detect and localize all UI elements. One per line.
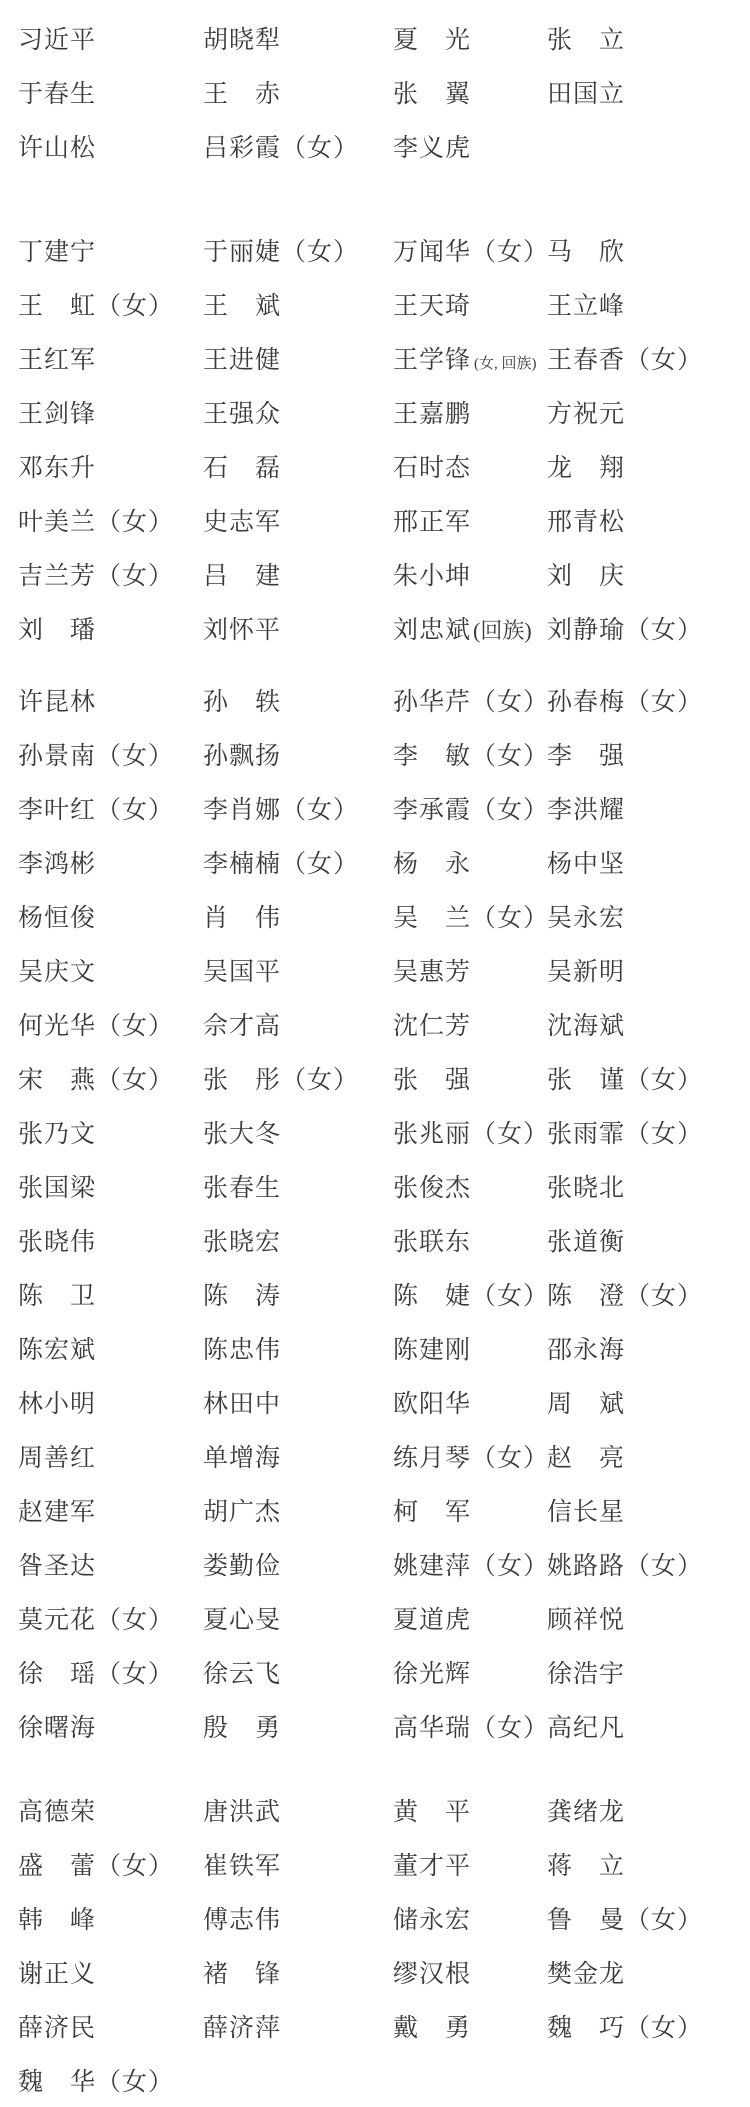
name-entry: 吉兰芳（女） (18, 563, 175, 590)
name-entry: 杨恒俊 (18, 905, 97, 932)
name-row (18, 1645, 750, 1699)
group-2 (18, 223, 750, 655)
name-entry: 孙飘扬 (203, 743, 282, 770)
name-entry: 韩 峰 (18, 1907, 97, 1934)
name-entry: 许昆林 (18, 689, 97, 716)
name-entry: 吴永宏 (547, 905, 626, 932)
name-entry: 习近平 (18, 27, 97, 54)
name-entry: 陈建刚 (393, 1337, 472, 1364)
name-entry: 吴 兰（女） (393, 905, 550, 932)
name-row (18, 1429, 750, 1483)
name-entry: 魏 巧（女） (547, 2015, 704, 2042)
name-entry: 鲁 曼（女） (547, 1907, 704, 1934)
name-row (18, 781, 750, 835)
name-entry: 邵永海 (547, 1337, 626, 1364)
name-row (18, 2053, 750, 2107)
name-row (18, 385, 750, 439)
group-1 (18, 11, 750, 173)
name-entry: 张联东 (393, 1229, 472, 1256)
name-entry: 赵 亮 (547, 1445, 626, 1472)
name-entry: 邓东升 (18, 455, 97, 482)
group-4 (18, 1783, 750, 2107)
name-entry (393, 340, 547, 376)
name-entry: 盛 蕾（女） (18, 1853, 175, 1880)
name-entry: 李楠楠（女） (203, 851, 360, 878)
name-row (18, 601, 750, 655)
name-row (18, 1159, 750, 1213)
name-entry: 于春生 (18, 81, 97, 108)
name-entry: 徐光辉 (393, 1661, 472, 1688)
name-entry: 谢正义 (18, 1961, 97, 1988)
name-entry: 吴国平 (203, 959, 282, 986)
name-entry: 张大冬 (203, 1121, 282, 1148)
name-entry: 夏心旻 (203, 1607, 282, 1634)
name-entry: 张春生 (203, 1175, 282, 1202)
name-entry: 薛济民 (18, 2015, 97, 2042)
name-entry: 吕彩霞（女） (203, 135, 360, 162)
name-entry: 王春香（女） (547, 347, 704, 374)
name-row (18, 673, 750, 727)
name-row (18, 1375, 750, 1429)
name-entry: 吴庆文 (18, 959, 97, 986)
name-entry: 褚 锋 (203, 1961, 282, 1988)
name-entry: 朱小坤 (393, 563, 472, 590)
name-entry: 缪汉根 (393, 1961, 472, 1988)
name-entry: 张 立 (547, 27, 626, 54)
name-row (18, 1537, 750, 1591)
name-entry: 万闻华（女） (393, 239, 550, 266)
name-entry: 吕 建 (203, 563, 282, 590)
name-entry: 胡晓犁 (203, 27, 282, 54)
name-entry: 黄 平 (393, 1799, 472, 1826)
name-entry: 刘 璠 (18, 617, 97, 644)
name-entry: 史志军 (203, 509, 282, 536)
group-3 (18, 673, 750, 1753)
name-entry: 薛济萍 (203, 2015, 282, 2042)
name-entry: 昝圣达 (18, 1553, 97, 1580)
name-row (18, 65, 750, 119)
name-entry: 周善红 (18, 1445, 97, 1472)
name-entry: 殷 勇 (203, 1715, 282, 1742)
name-entry: 傅志伟 (203, 1907, 282, 1934)
name-entry: 姚建萍（女） (393, 1553, 550, 1580)
name-entry: 夏道虎 (393, 1607, 472, 1634)
name-entry: 何光华（女） (18, 1013, 175, 1040)
name-entry: 王 虹（女） (18, 293, 175, 320)
name-entry: 田国立 (547, 81, 626, 108)
name-row (18, 1051, 750, 1105)
name-row (18, 1213, 750, 1267)
name-row (18, 1105, 750, 1159)
name-entry: 邢青松 (547, 509, 626, 536)
name-entry: 刘静瑜（女） (547, 617, 704, 644)
name-entry: 刘怀平 (203, 617, 282, 644)
name-entry: 叶美兰（女） (18, 509, 175, 536)
name-entry: 沈仁芳 (393, 1013, 472, 1040)
name-entry: 许山松 (18, 135, 97, 162)
name-entry: 夏 光 (393, 27, 472, 54)
name-entry: 王嘉鹏 (393, 401, 472, 428)
name-entry (393, 610, 547, 646)
name-entry: 石时态 (393, 455, 472, 482)
name-entry: 张兆丽（女） (393, 1121, 550, 1148)
name-entry: 陈 婕（女） (393, 1283, 550, 1310)
name-entry: 戴 勇 (393, 2015, 472, 2042)
person-name: 刘忠斌 (393, 617, 472, 644)
name-entry: 徐 瑶（女） (18, 1661, 175, 1688)
name-row (18, 1483, 750, 1537)
gender-ethnicity-note: (女, 回族) (474, 356, 537, 372)
name-entry: 唐洪武 (203, 1799, 282, 1826)
name-entry: 张晓宏 (203, 1229, 282, 1256)
name-entry: 刘 庆 (547, 563, 626, 590)
name-entry: 王剑锋 (18, 401, 97, 428)
name-row (18, 1321, 750, 1375)
name-entry: 杨 永 (393, 851, 472, 878)
name-row (18, 11, 750, 65)
name-entry: 张乃文 (18, 1121, 97, 1148)
name-entry: 张俊杰 (393, 1175, 472, 1202)
name-row (18, 493, 750, 547)
name-entry: 张雨霏（女） (547, 1121, 704, 1148)
name-entry: 崔铁军 (203, 1853, 282, 1880)
name-entry: 王 赤 (203, 81, 282, 108)
name-entry: 蒋 立 (547, 1853, 626, 1880)
name-entry: 吴惠芳 (393, 959, 472, 986)
name-entry: 杨中坚 (547, 851, 626, 878)
name-entry: 张道衡 (547, 1229, 626, 1256)
name-entry: 林小明 (18, 1391, 97, 1418)
name-entry: 王立峰 (547, 293, 626, 320)
name-entry: 高德荣 (18, 1799, 97, 1826)
name-entry: 李 敏（女） (393, 743, 550, 770)
name-entry: 董才平 (393, 1853, 472, 1880)
name-entry: 王强众 (203, 401, 282, 428)
name-entry: 娄勤俭 (203, 1553, 282, 1580)
gender-ethnicity-note: (回族) (473, 618, 532, 643)
name-row (18, 997, 750, 1051)
name-entry: 赵建军 (18, 1499, 97, 1526)
name-entry: 宋 燕（女） (18, 1067, 175, 1094)
name-entry: 李义虎 (393, 135, 472, 162)
name-entry: 李叶红（女） (18, 797, 175, 824)
name-entry: 樊金龙 (547, 1961, 626, 1988)
name-entry: 陈 涛 (203, 1283, 282, 1310)
name-entry: 李承霞（女） (393, 797, 550, 824)
name-entry: 方祝元 (547, 401, 626, 428)
name-entry: 周 斌 (547, 1391, 626, 1418)
name-row (18, 1699, 750, 1753)
name-entry: 信长星 (547, 1499, 626, 1526)
name-entry: 邢正军 (393, 509, 472, 536)
name-entry: 王天琦 (393, 293, 472, 320)
name-entry: 欧阳华 (393, 1391, 472, 1418)
name-row (18, 1999, 750, 2053)
name-entry: 李鸿彬 (18, 851, 97, 878)
name-entry: 张 翼 (393, 81, 472, 108)
name-entry: 高纪凡 (547, 1715, 626, 1742)
name-entry: 李洪耀 (547, 797, 626, 824)
name-entry: 陈 澄（女） (547, 1283, 704, 1310)
name-row (18, 119, 750, 173)
name-entry: 徐云飞 (203, 1661, 282, 1688)
name-row (18, 835, 750, 889)
name-row (18, 1891, 750, 1945)
name-row (18, 1945, 750, 1999)
name-entry: 肖 伟 (203, 905, 282, 932)
name-entry: 李肖娜（女） (203, 797, 360, 824)
name-entry: 孙 轶 (203, 689, 282, 716)
name-row (18, 1591, 750, 1645)
name-entry: 姚路路（女） (547, 1553, 704, 1580)
person-name: 王学锋 (393, 347, 472, 374)
name-row (18, 943, 750, 997)
name-row (18, 727, 750, 781)
name-entry: 莫元花（女） (18, 1607, 175, 1634)
name-entry: 龙 翔 (547, 455, 626, 482)
name-entry: 张晓北 (547, 1175, 626, 1202)
name-entry: 孙春梅（女） (547, 689, 704, 716)
name-entry: 张晓伟 (18, 1229, 97, 1256)
name-entry: 佘才高 (203, 1013, 282, 1040)
name-entry: 陈宏斌 (18, 1337, 97, 1364)
name-entry: 练月琴（女） (393, 1445, 550, 1472)
name-entry: 陈 卫 (18, 1283, 97, 1310)
name-entry: 魏 华（女） (18, 2069, 175, 2096)
name-row (18, 1783, 750, 1837)
name-entry: 王 斌 (203, 293, 282, 320)
name-entry: 张 谨（女） (547, 1067, 704, 1094)
name-entry: 沈海斌 (547, 1013, 626, 1040)
name-entry: 柯 军 (393, 1499, 472, 1526)
name-entry: 徐浩宇 (547, 1661, 626, 1688)
name-entry: 王红军 (18, 347, 97, 374)
name-entry: 孙景南（女） (18, 743, 175, 770)
name-entry: 丁建宁 (18, 239, 97, 266)
name-row (18, 547, 750, 601)
name-row (18, 439, 750, 493)
name-entry: 张 彤（女） (203, 1067, 360, 1094)
name-entry: 张 强 (393, 1067, 472, 1094)
name-row (18, 889, 750, 943)
name-entry: 吴新明 (547, 959, 626, 986)
name-entry: 顾祥悦 (547, 1607, 626, 1634)
name-row (18, 277, 750, 331)
name-entry: 马 欣 (547, 239, 626, 266)
name-row (18, 1837, 750, 1891)
name-row (18, 223, 750, 277)
name-entry: 陈忠伟 (203, 1337, 282, 1364)
name-entry: 单增海 (203, 1445, 282, 1472)
name-entry: 胡广杰 (203, 1499, 282, 1526)
name-entry: 徐曙海 (18, 1715, 97, 1742)
name-entry: 王进健 (203, 347, 282, 374)
name-row (18, 331, 750, 385)
name-entry: 储永宏 (393, 1907, 472, 1934)
name-entry: 龚绪龙 (547, 1799, 626, 1826)
name-entry: 孙华芹（女） (393, 689, 550, 716)
name-entry: 高华瑞（女） (393, 1715, 550, 1742)
name-entry: 于丽婕（女） (203, 239, 360, 266)
name-row (18, 1267, 750, 1321)
name-entry: 张国梁 (18, 1175, 97, 1202)
name-entry: 石 磊 (203, 455, 282, 482)
name-entry: 李 强 (547, 743, 626, 770)
name-entry: 林田中 (203, 1391, 282, 1418)
